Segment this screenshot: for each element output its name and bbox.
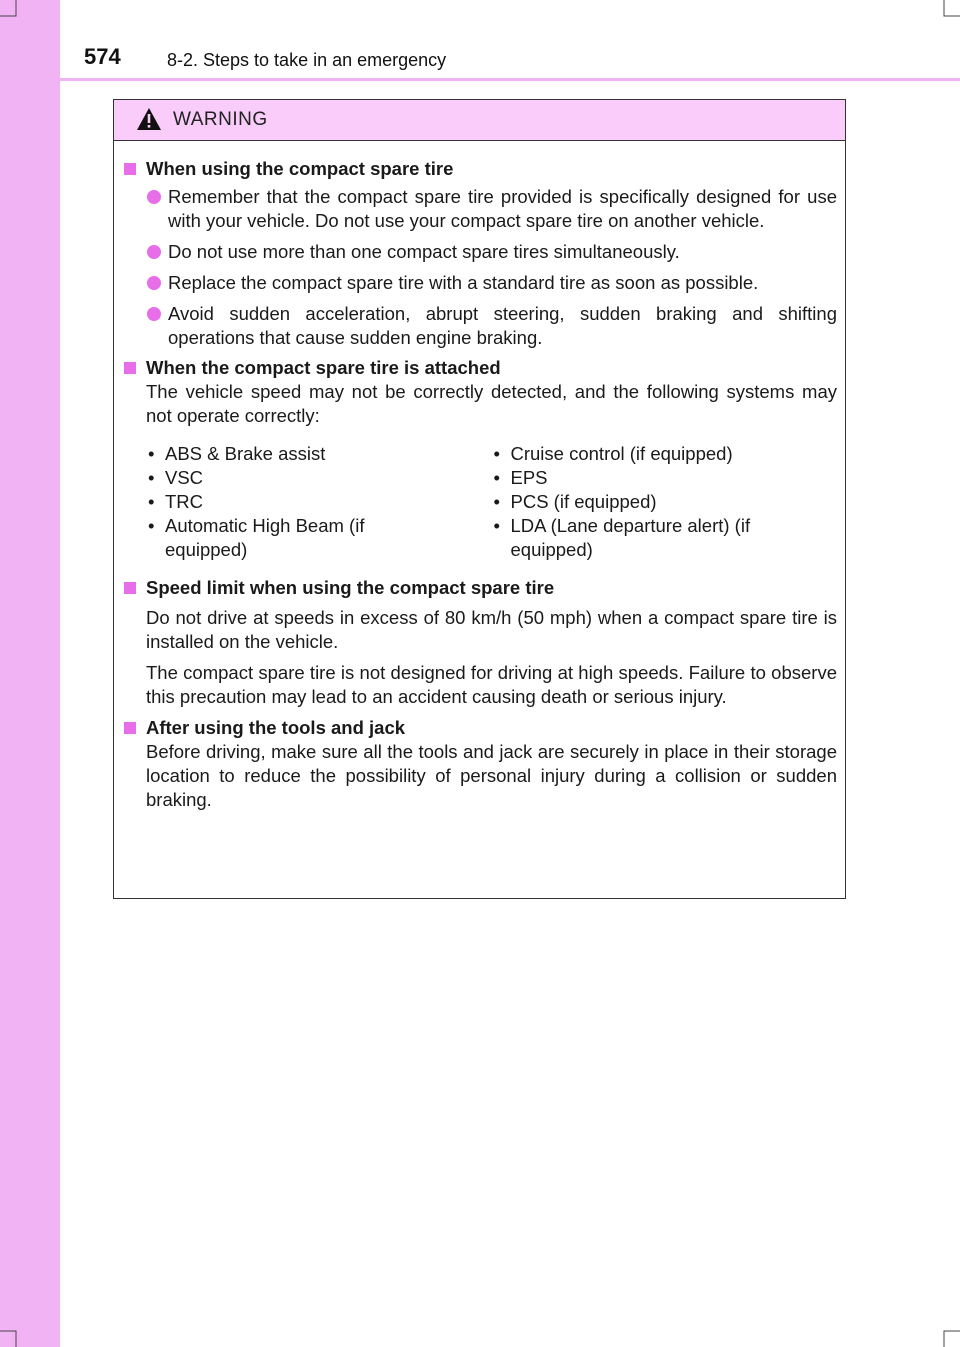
section-heading: When the compact spare tire is attached [146,357,501,378]
list-item: • ABS & Brake assist [146,442,492,466]
crop-mark-bottom-left [0,1331,16,1347]
page-number: 574 [84,44,121,69]
list-item: • PCS (if equipped) [492,490,838,514]
section-heading: After using the tools and jack [146,717,406,738]
section-heading: When using the compact spare tire [146,158,454,179]
bullet-text: Remember that the compact spare tire provided is specifically designed for use with your vehicle. Do not use your compact spare tire on another vehicle. [168,186,837,231]
crop-mark-top-left [0,0,16,16]
list-item: • Automatic High Beam (if equipped) [146,514,395,562]
list-item: • EPS [492,466,838,490]
bullet-text: Do not use more than one compact spare tires simultaneously. [168,241,680,262]
bullet-text: Avoid sudden acceleration, abrupt steering, sudden braking and shifting operations that cause sudden engine braking. [168,303,837,348]
warning-title: WARNING [173,109,268,130]
list-item: • Cruise control (if equipped) [492,442,838,466]
section-title: 8-2. Steps to take in an emergency [167,50,447,70]
list-item: • VSC [146,466,492,490]
bullet-text: Replace the compact spare tire with a standard tire as soon as possible. [168,272,759,293]
section-paragraph: Before driving, make sure all the tools and jack are securely in place in their storage location to reduce the possibility of personal injury during a collision or sudden braking. [146,741,837,810]
section-heading: Speed limit when using the compact spare tire [146,577,555,598]
list-item: • TRC [146,490,492,514]
crop-mark-bottom-right [944,1331,960,1347]
section-paragraph: Do not drive at speeds in excess of 80 km/h (50 mph) when a compact spare tire is installed on the vehicle. [146,607,837,652]
list-item: • LDA (Lane departure alert) (if equipped) [492,514,791,562]
section-paragraph: The compact spare tire is not designed for driving at high speeds. Failure to observe this precaution may lead to an accident causing death or serious injury. [146,662,837,707]
crop-mark-top-right [944,0,960,16]
section-paragraph: The vehicle speed may not be correctly detected, and the following systems may not operate correctly: [146,381,837,426]
